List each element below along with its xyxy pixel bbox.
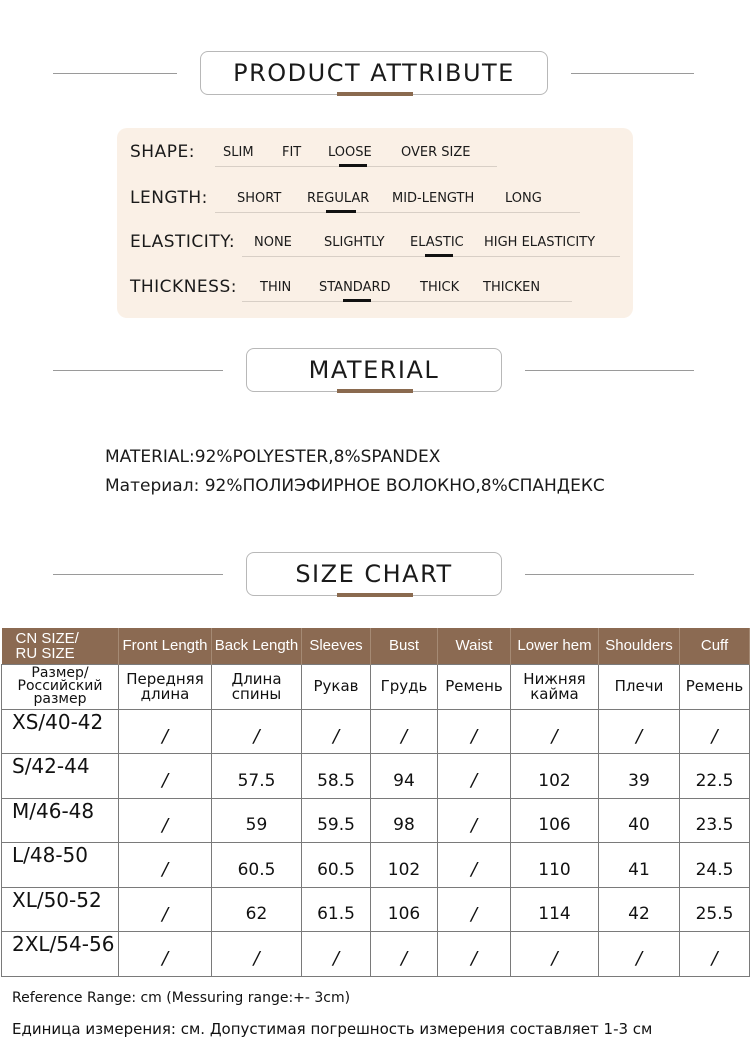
- header-accent: [337, 389, 413, 393]
- col-header-ru: Размер/ Российский размер: [2, 664, 119, 709]
- attr-option: THICKEN: [483, 280, 541, 295]
- measure-cell: /: [599, 709, 680, 754]
- measure-cell: 59.5: [302, 798, 371, 843]
- attr-option: LONG: [505, 191, 542, 206]
- attr-option-selected: STANDARD: [319, 280, 391, 295]
- attr-option: SLIM: [223, 145, 254, 160]
- table-row: [2, 709, 750, 754]
- table-row: [2, 754, 750, 799]
- selected-marker: [339, 164, 367, 167]
- attr-option: OVER SIZE: [401, 145, 471, 160]
- measure-cell: 40: [599, 798, 680, 843]
- measure-cell: 25.5: [680, 887, 750, 932]
- material-russian: Материал: 92%ПОЛИЭФИРНОЕ ВОЛОКНО,8%СПАНДЕКС: [105, 476, 605, 496]
- attr-label-elasticity: ELASTICITY:: [130, 232, 236, 252]
- col-header-ru: Передняя длина: [119, 664, 212, 709]
- selected-marker: [425, 254, 453, 257]
- material-title: MATERIAL: [246, 348, 502, 392]
- col-header: Front Length: [119, 628, 212, 664]
- measure-cell: /: [680, 709, 750, 754]
- measure-cell: 60.5: [212, 843, 302, 888]
- attr-option-selected: LOOSE: [328, 145, 372, 160]
- header-rule-left: [53, 370, 223, 371]
- col-header-ru: Плечи: [599, 664, 680, 709]
- measure-cell: 98: [371, 798, 438, 843]
- measure-cell: 62: [212, 887, 302, 932]
- col-header-ru: Ремень: [680, 664, 750, 709]
- col-header-ru: Длина спины: [212, 664, 302, 709]
- measure-cell: /: [371, 932, 438, 977]
- col-header-ru: Ремень: [438, 664, 511, 709]
- attr-option-selected: ELASTIC: [410, 235, 464, 250]
- attr-option: MID-LENGTH: [392, 191, 475, 206]
- header-accent: [337, 593, 413, 597]
- size-chart-table: [1, 628, 750, 977]
- measure-cell: /: [119, 754, 212, 799]
- size-cell: XS/40-42: [2, 709, 119, 754]
- measure-cell: /: [438, 754, 511, 799]
- table-row: [2, 843, 750, 888]
- material-english: MATERIAL:92%POLYESTER,8%SPANDEX: [105, 447, 441, 467]
- attr-option: THICK: [420, 280, 460, 295]
- header-rule-right: [525, 370, 694, 371]
- measure-cell: 106: [511, 798, 599, 843]
- measure-cell: /: [212, 932, 302, 977]
- measure-cell: /: [511, 709, 599, 754]
- col-header: Shoulders: [599, 628, 680, 664]
- attr-row-length: [117, 188, 633, 218]
- measure-cell: /: [119, 843, 212, 888]
- selected-marker: [343, 299, 371, 302]
- measure-cell: 39: [599, 754, 680, 799]
- attr-option: SLIGHTLY: [324, 235, 385, 250]
- col-header-ru: Рукав: [302, 664, 371, 709]
- col-header: Back Length: [212, 628, 302, 664]
- measure-cell: /: [119, 798, 212, 843]
- size-cell: L/48-50: [2, 843, 119, 888]
- table-row: [2, 798, 750, 843]
- size-cell: S/42-44: [2, 754, 119, 799]
- size-cell: XL/50-52: [2, 887, 119, 932]
- measure-cell: /: [302, 709, 371, 754]
- measure-cell: /: [438, 798, 511, 843]
- attr-option: HIGH ELASTICITY: [484, 235, 596, 250]
- product-attribute-header: [0, 51, 750, 101]
- selected-marker: [326, 210, 356, 213]
- col-header: Waist: [438, 628, 511, 664]
- attr-option: THIN: [260, 280, 292, 295]
- header-rule-right: [571, 73, 694, 74]
- measure-cell: /: [511, 932, 599, 977]
- measure-cell: 102: [511, 754, 599, 799]
- header-rule-left: [53, 73, 177, 74]
- table-row: [2, 887, 750, 932]
- col-header: Cuff: [680, 628, 750, 664]
- measure-cell: 22.5: [680, 754, 750, 799]
- header-rule-right: [525, 574, 694, 575]
- measure-cell: 59: [212, 798, 302, 843]
- attr-underline: [215, 212, 580, 213]
- measure-cell: 60.5: [302, 843, 371, 888]
- product-attribute-title: PRODUCT ATTRIBUTE: [200, 51, 548, 95]
- attr-label-shape: SHAPE:: [130, 142, 195, 162]
- measure-cell: /: [438, 932, 511, 977]
- table-row: [2, 932, 750, 977]
- col-header: Sleeves: [302, 628, 371, 664]
- attr-option: SHORT: [237, 191, 282, 206]
- attr-underline: [242, 301, 572, 302]
- measure-cell: /: [438, 709, 511, 754]
- measure-cell: /: [599, 932, 680, 977]
- reference-range-note: Reference Range: cm (Messuring range:+- 3cm): [12, 990, 351, 1006]
- measure-cell: /: [438, 887, 511, 932]
- col-header-ru: Нижняя кайма: [511, 664, 599, 709]
- attr-label-length: LENGTH:: [130, 188, 208, 208]
- table-header-row-ru: [2, 664, 750, 709]
- size-chart-header: [0, 552, 750, 602]
- attr-row-elasticity: [117, 232, 633, 262]
- measure-cell: 42: [599, 887, 680, 932]
- header-accent: [337, 92, 413, 96]
- measure-cell: 41: [599, 843, 680, 888]
- attr-option: NONE: [254, 235, 292, 250]
- attribute-panel: [117, 128, 633, 318]
- size-cell: M/46-48: [2, 798, 119, 843]
- measure-cell: 24.5: [680, 843, 750, 888]
- measure-cell: /: [212, 709, 302, 754]
- measure-cell: 114: [511, 887, 599, 932]
- measure-cell: /: [302, 932, 371, 977]
- attr-row-thickness: [117, 277, 633, 307]
- measure-cell: /: [680, 932, 750, 977]
- col-header: Bust: [371, 628, 438, 664]
- measure-cell: 61.5: [302, 887, 371, 932]
- measure-cell: 57.5: [212, 754, 302, 799]
- col-header-ru: Грудь: [371, 664, 438, 709]
- col-header: Lower hem: [511, 628, 599, 664]
- attr-label-thickness: THICKNESS:: [130, 277, 237, 297]
- measure-cell: /: [119, 709, 212, 754]
- size-cell: 2XL/54-56: [2, 932, 119, 977]
- attr-row-shape: [117, 142, 633, 172]
- attr-option: FIT: [282, 145, 302, 160]
- measure-cell: /: [371, 709, 438, 754]
- measure-cell: 102: [371, 843, 438, 888]
- measure-cell: /: [119, 887, 212, 932]
- attr-option-selected: REGULAR: [307, 191, 370, 206]
- measure-cell: 110: [511, 843, 599, 888]
- measure-cell: 58.5: [302, 754, 371, 799]
- measure-cell: /: [119, 932, 212, 977]
- measure-cell: /: [438, 843, 511, 888]
- col-header-size: CN SIZE/ RU SIZE: [2, 628, 119, 664]
- header-rule-left: [53, 574, 223, 575]
- reference-range-note-ru: Единица измерения: см. Допустимая погрешность измерения составляет 1-3 см: [12, 1020, 653, 1038]
- material-header: [0, 348, 750, 398]
- size-chart-title: SIZE CHART: [246, 552, 502, 596]
- measure-cell: 23.5: [680, 798, 750, 843]
- table-header-row: [2, 628, 750, 664]
- measure-cell: 106: [371, 887, 438, 932]
- measure-cell: 94: [371, 754, 438, 799]
